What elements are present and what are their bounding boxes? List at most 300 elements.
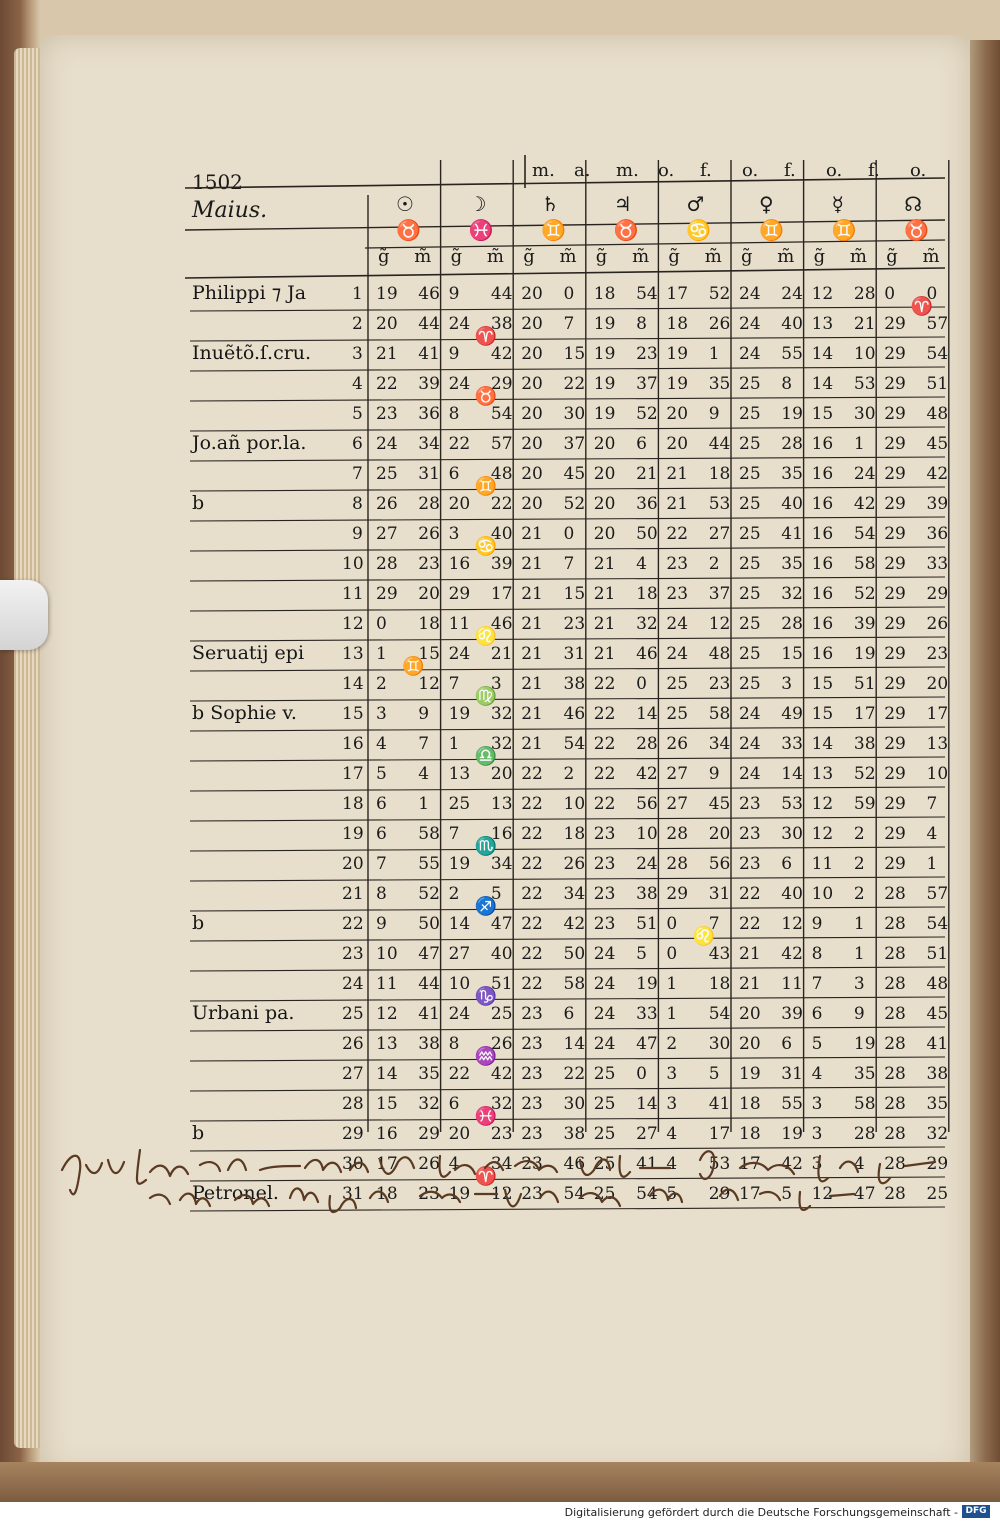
- day-number: 9: [352, 524, 363, 544]
- table-cell: 13: [490, 794, 513, 814]
- table-cell: 20: [521, 344, 543, 364]
- table-cell: 20: [521, 434, 543, 454]
- table-cell: 19: [636, 974, 658, 994]
- table-cell: 14: [448, 914, 471, 934]
- table-cell: 57: [490, 434, 513, 454]
- table-cell: 42: [490, 1064, 513, 1084]
- table-cell: 41: [708, 1094, 731, 1114]
- table-cell: 4: [811, 1064, 823, 1084]
- table-cell: 48: [490, 464, 513, 484]
- inline-sign: ♐: [474, 896, 498, 917]
- table-cell: 19: [781, 404, 803, 424]
- table-cell: 11: [781, 974, 803, 994]
- table-cell: 10: [811, 884, 834, 904]
- table-cell: 10: [636, 824, 658, 844]
- table-cell: 23: [739, 794, 761, 814]
- table-cell: 18: [376, 1184, 398, 1204]
- table-cell: 21: [853, 314, 876, 334]
- day-number: 20: [342, 854, 364, 874]
- table-cell: 4: [853, 1154, 865, 1174]
- table-cell: 23: [593, 854, 616, 874]
- table-cell: 13: [448, 764, 471, 784]
- table-cell: 29: [708, 1184, 731, 1204]
- table-cell: 21: [521, 614, 543, 634]
- table-cell: 53: [853, 374, 876, 394]
- table-cell: 28: [636, 734, 658, 754]
- table-cell: 28: [884, 1064, 906, 1084]
- table-cell: 58: [708, 704, 731, 724]
- table-cell: 8: [781, 374, 793, 394]
- table-cell: 25: [593, 1094, 616, 1114]
- table-cell: 46: [636, 644, 658, 664]
- table-cell: 27: [708, 524, 731, 544]
- inline-sign: ♈: [910, 296, 933, 317]
- day-number: 5: [352, 404, 363, 424]
- table-cell: 0: [666, 914, 678, 934]
- inline-sign: ♉: [474, 386, 498, 407]
- table-cell: 29: [926, 1154, 949, 1174]
- table-cell: 29: [884, 794, 906, 814]
- unit-label: m̃: [849, 246, 867, 267]
- inline-sign: ♌: [692, 926, 716, 947]
- table-cell: 32: [490, 704, 513, 724]
- table-cell: 5: [811, 1034, 823, 1054]
- day-number: 17: [342, 764, 364, 784]
- table-cell: 45: [708, 794, 731, 814]
- table-cell: 22: [593, 674, 616, 694]
- table-cell: 24: [666, 614, 689, 634]
- table-cell: 22: [593, 734, 616, 754]
- table-cell: 18: [563, 824, 586, 844]
- table-cell: 40: [490, 944, 513, 964]
- table-cell: 39: [781, 1004, 803, 1024]
- table-cell: 29: [884, 614, 906, 634]
- sign-symbol: ♊: [831, 218, 857, 242]
- table-cell: 10: [376, 944, 398, 964]
- table-cell: 7: [708, 914, 720, 934]
- table-cell: 18: [708, 464, 731, 484]
- table-cell: 29: [884, 494, 906, 514]
- table-cell: 10: [853, 344, 876, 364]
- table-cell: 34: [418, 434, 440, 454]
- table-cell: 6: [448, 464, 460, 484]
- table-cell: 37: [708, 584, 731, 604]
- table-cell: 29: [884, 434, 906, 454]
- table-cell: 42: [490, 344, 513, 364]
- table-cell: 42: [636, 764, 658, 784]
- day-number: 22: [342, 914, 364, 934]
- table-cell: 36: [636, 494, 658, 514]
- table-cell: 22: [521, 794, 543, 814]
- table-cell: 35: [418, 1064, 440, 1084]
- table-cell: 42: [926, 464, 949, 484]
- table-cell: 28: [884, 884, 906, 904]
- table-cell: 14: [636, 704, 658, 724]
- table-cell: 29: [884, 734, 906, 754]
- unit-label: g̃: [595, 246, 608, 267]
- table-cell: 24: [739, 704, 761, 724]
- table-cell: 21: [521, 674, 543, 694]
- table-cell: 2: [853, 884, 865, 904]
- table-cell: 20: [418, 584, 440, 604]
- unit-label: m̃: [777, 246, 795, 267]
- table-cell: 4: [418, 764, 430, 784]
- table-cell: 20: [593, 464, 616, 484]
- table-cell: 24: [739, 284, 761, 304]
- table-cell: 16: [448, 554, 471, 574]
- table-cell: 41: [418, 1004, 440, 1024]
- table-cell: 23: [926, 644, 949, 664]
- book-cover-bottom: [0, 1462, 1000, 1502]
- table-cell: 27: [376, 524, 398, 544]
- footer-credit: Digitalisierung gefördert durch die Deutsche Forschungsgemeinschaft -: [564, 1506, 958, 1519]
- table-cell: 5: [708, 1064, 720, 1084]
- table-cell: 38: [563, 674, 586, 694]
- table-cell: 55: [418, 854, 440, 874]
- table-cell: 54: [563, 1184, 586, 1204]
- table-cell: 5: [666, 1184, 678, 1204]
- table-cell: 16: [376, 1124, 398, 1144]
- table-cell: 53: [708, 1154, 731, 1174]
- table-cell: 19: [666, 344, 689, 364]
- table-cell: 52: [418, 884, 440, 904]
- table-cell: 30: [563, 1094, 586, 1114]
- table-cell: 19: [853, 1034, 876, 1054]
- table-cell: 26: [926, 614, 949, 634]
- table-cell: 34: [490, 1154, 513, 1174]
- table-cell: 9: [448, 284, 460, 304]
- table-cell: 21: [666, 494, 689, 514]
- table-cell: 16: [490, 824, 513, 844]
- table-cell: 22: [521, 764, 543, 784]
- unit-label: g̃: [450, 246, 463, 267]
- table-cell: 6: [781, 1034, 793, 1054]
- table-cell: 37: [563, 434, 586, 454]
- table-cell: 15: [781, 644, 803, 664]
- table-cell: 13: [811, 764, 834, 784]
- table-cell: 6: [448, 1094, 460, 1114]
- table-cell: 23: [563, 614, 586, 634]
- table-cell: 5: [636, 944, 647, 964]
- table-cell: 34: [490, 854, 513, 874]
- table-cell: 4: [926, 824, 938, 844]
- table-cell: 10: [563, 794, 586, 814]
- unit-label: m̃: [486, 246, 504, 267]
- day-number: 25: [342, 1004, 364, 1024]
- table-cell: 38: [926, 1064, 949, 1084]
- table-cell: 28: [884, 944, 906, 964]
- table-cell: 20: [666, 404, 689, 424]
- unit-label: g̃: [378, 246, 390, 267]
- table-cell: 25: [739, 404, 761, 424]
- table-cell: 20: [739, 1034, 761, 1054]
- table-cell: 1: [853, 914, 865, 934]
- table-cell: 1: [926, 854, 938, 874]
- table-cell: 29: [884, 314, 906, 334]
- table-cell: 28: [781, 614, 803, 634]
- table-cell: 24: [448, 374, 471, 394]
- table-cell: 47: [636, 1034, 658, 1054]
- day-number: 13: [342, 644, 364, 664]
- table-cell: 29: [884, 854, 906, 874]
- table-cell: 25: [739, 674, 761, 694]
- table-cell: 20: [521, 374, 543, 394]
- inline-sign: ♏: [474, 836, 498, 857]
- month-heading: Maius.: [192, 198, 268, 223]
- table-cell: 28: [884, 1154, 906, 1174]
- table-cell: 22: [521, 944, 543, 964]
- sign-symbol: ♓: [468, 218, 494, 242]
- table-cell: 26: [418, 524, 440, 544]
- table-cell: 4: [666, 1154, 678, 1174]
- table-cell: 8: [448, 1034, 460, 1054]
- table-cell: 39: [926, 494, 949, 514]
- table-cell: 29: [884, 554, 906, 574]
- day-number: 11: [342, 584, 364, 604]
- table-cell: 0: [926, 284, 938, 304]
- table-cell: 21: [593, 614, 616, 634]
- table-cell: 12: [811, 284, 834, 304]
- table-cell: 45: [926, 1004, 949, 1024]
- table-cell: 27: [448, 944, 471, 964]
- table-cell: 28: [376, 554, 398, 574]
- table-cell: 54: [636, 284, 658, 304]
- table-cell: 38: [490, 314, 513, 334]
- table-cell: 22: [521, 824, 543, 844]
- table-cell: 45: [563, 464, 586, 484]
- table-cell: 22: [593, 794, 616, 814]
- table-cell: 23: [739, 854, 761, 874]
- table-cell: 41: [418, 344, 440, 364]
- table-cell: 23: [376, 404, 398, 424]
- table-cell: 29: [884, 524, 906, 544]
- table-cell: 33: [926, 554, 949, 574]
- table-cell: 11: [811, 854, 834, 874]
- day-number: 10: [342, 554, 364, 574]
- table-cell: 1: [853, 434, 865, 454]
- table-cell: 39: [853, 614, 876, 634]
- day-number: 14: [342, 674, 364, 694]
- table-cell: 28: [884, 1004, 906, 1024]
- table-cell: 15: [563, 344, 586, 364]
- day-number: 31: [342, 1184, 364, 1204]
- table-cell: 24: [448, 314, 471, 334]
- table-cell: 0: [636, 1064, 647, 1084]
- inline-sign: ♌: [474, 626, 498, 647]
- table-cell: 42: [563, 914, 586, 934]
- table-cell: 41: [636, 1154, 658, 1174]
- table-cell: 7: [448, 674, 460, 694]
- table-cell: 32: [636, 614, 658, 634]
- table-cell: 19: [593, 314, 616, 334]
- table-cell: 51: [636, 914, 658, 934]
- table-cell: 24: [666, 644, 689, 664]
- table-cell: 17: [739, 1184, 761, 1204]
- table-cell: 22: [739, 914, 761, 934]
- table-cell: 54: [853, 524, 876, 544]
- table-cell: 56: [708, 854, 731, 874]
- table-cell: 19: [376, 284, 398, 304]
- table-cell: 36: [418, 404, 440, 424]
- inline-sign: ♊: [474, 476, 498, 497]
- table-cell: 14: [781, 764, 803, 784]
- table-cell: 3: [811, 1124, 823, 1144]
- table-cell: 23: [521, 1034, 543, 1054]
- table-cell: 40: [781, 314, 803, 334]
- table-cell: 27: [666, 794, 689, 814]
- table-cell: 6: [781, 854, 793, 874]
- table-cell: 21: [739, 944, 761, 964]
- table-cell: 50: [563, 944, 586, 964]
- table-cell: 0: [884, 284, 896, 304]
- table-cell: 3: [781, 674, 793, 694]
- table-cell: 1: [376, 644, 387, 664]
- table-cell: 52: [853, 764, 876, 784]
- table-cell: 21: [521, 554, 543, 574]
- table-cell: 9: [853, 1004, 865, 1024]
- inline-sign: ♈: [474, 1166, 498, 1187]
- table-cell: 24: [739, 734, 761, 754]
- table-cell: 23: [739, 824, 761, 844]
- table-cell: 29: [376, 584, 398, 604]
- table-cell: 50: [636, 524, 658, 544]
- table-cell: 1: [448, 734, 460, 754]
- table-cell: 52: [853, 584, 876, 604]
- table-cell: 32: [490, 734, 513, 754]
- table-cell: 54: [708, 1004, 731, 1024]
- top-label: a.: [574, 160, 591, 181]
- table-cell: 52: [636, 404, 658, 424]
- table-cell: 19: [781, 1124, 803, 1144]
- day-name: Philippi ⁊ Ja: [192, 282, 307, 304]
- table-cell: 51: [490, 974, 513, 994]
- table-cell: 50: [418, 914, 440, 934]
- table-cell: 11: [376, 974, 398, 994]
- table-cell: 9: [708, 404, 720, 424]
- planet-symbol: ☉: [396, 192, 414, 216]
- table-cell: 8: [811, 944, 823, 964]
- day-name: Seruatij epi: [192, 642, 305, 664]
- table-cell: 29: [884, 674, 906, 694]
- inline-sign: ♒: [474, 1046, 498, 1067]
- table-cell: 22: [521, 854, 543, 874]
- table-cell: 17: [853, 704, 876, 724]
- table-cell: 20: [448, 494, 471, 514]
- table-cell: 15: [811, 674, 834, 694]
- table-cell: 1: [666, 1004, 678, 1024]
- unit-label: g̃: [668, 246, 680, 267]
- day-name: Petronel.: [192, 1182, 279, 1204]
- table-cell: 17: [376, 1154, 398, 1174]
- day-name: b Sophie v.: [192, 702, 297, 724]
- table-cell: 9: [811, 914, 823, 934]
- table-cell: 20: [490, 764, 513, 784]
- table-cell: 54: [563, 734, 586, 754]
- table-cell: 9: [418, 704, 430, 724]
- top-label: f.: [784, 160, 796, 181]
- table-cell: 47: [853, 1184, 876, 1204]
- table-cell: 20: [448, 1124, 471, 1144]
- table-cell: 43: [708, 944, 731, 964]
- table-cell: 21: [666, 464, 689, 484]
- table-cell: 25: [593, 1184, 616, 1204]
- table-cell: 24: [739, 764, 761, 784]
- table-cell: 15: [563, 584, 586, 604]
- table-cell: 29: [666, 884, 689, 904]
- table-cell: 21: [376, 344, 398, 364]
- table-cell: 16: [811, 584, 834, 604]
- day-name: Urbani pa.: [192, 1002, 295, 1024]
- table-cell: 54: [926, 914, 949, 934]
- day-number: 28: [342, 1094, 364, 1114]
- table-cell: 12: [811, 794, 834, 814]
- table-cell: 21: [593, 554, 616, 574]
- table-cell: 16: [811, 554, 834, 574]
- table-cell: 17: [739, 1154, 761, 1174]
- table-cell: 9: [448, 344, 460, 364]
- table-cell: 28: [884, 974, 906, 994]
- inline-sign: ♓: [474, 1106, 498, 1127]
- table-cell: 12: [376, 1004, 398, 1024]
- table-cell: 20: [593, 524, 616, 544]
- table-cell: 18: [593, 284, 616, 304]
- unit-label: m̃: [922, 246, 940, 267]
- table-cell: 18: [739, 1124, 761, 1144]
- table-cell: 47: [490, 914, 513, 934]
- table-cell: 58: [418, 824, 440, 844]
- table-cell: 0: [666, 944, 678, 964]
- table-cell: 24: [853, 464, 876, 484]
- table-cell: 42: [781, 944, 803, 964]
- table-cell: 7: [448, 824, 460, 844]
- day-number: 18: [342, 794, 364, 814]
- table-cell: 20: [521, 284, 543, 304]
- day-number: 21: [342, 884, 364, 904]
- table-cell: 57: [926, 314, 949, 334]
- table-cell: 22: [376, 374, 398, 394]
- table-cell: 53: [708, 494, 731, 514]
- table-cell: 3: [811, 1154, 823, 1174]
- table-cell: 1: [418, 794, 430, 814]
- table-cell: 28: [884, 1184, 906, 1204]
- table-cell: 49: [781, 704, 803, 724]
- table-cell: 34: [563, 884, 586, 904]
- table-cell: 3: [376, 704, 387, 724]
- table-cell: 12: [418, 674, 440, 694]
- day-name: Jo.añ por.la.: [192, 432, 307, 454]
- unit-label: m̃: [559, 246, 577, 267]
- top-label: o.: [826, 160, 843, 181]
- table-cell: 6: [376, 824, 387, 844]
- day-number: 19: [342, 824, 364, 844]
- table-cell: 22: [521, 974, 543, 994]
- table-cell: 14: [636, 1094, 658, 1114]
- table-cell: 6: [636, 434, 647, 454]
- table-cell: 28: [666, 854, 689, 874]
- table-cell: 21: [739, 974, 761, 994]
- table-cell: 20: [666, 434, 689, 454]
- table-cell: 7: [811, 974, 823, 994]
- table-cell: 12: [811, 1184, 834, 1204]
- table-cell: 17: [926, 704, 949, 724]
- day-number: 2: [352, 314, 363, 334]
- table-cell: 46: [490, 614, 513, 634]
- table-cell: 11: [448, 614, 471, 634]
- table-cell: 51: [926, 374, 949, 394]
- table-cell: 4: [666, 1124, 678, 1144]
- sign-symbol: ♊: [759, 218, 784, 242]
- table-cell: 21: [593, 644, 616, 664]
